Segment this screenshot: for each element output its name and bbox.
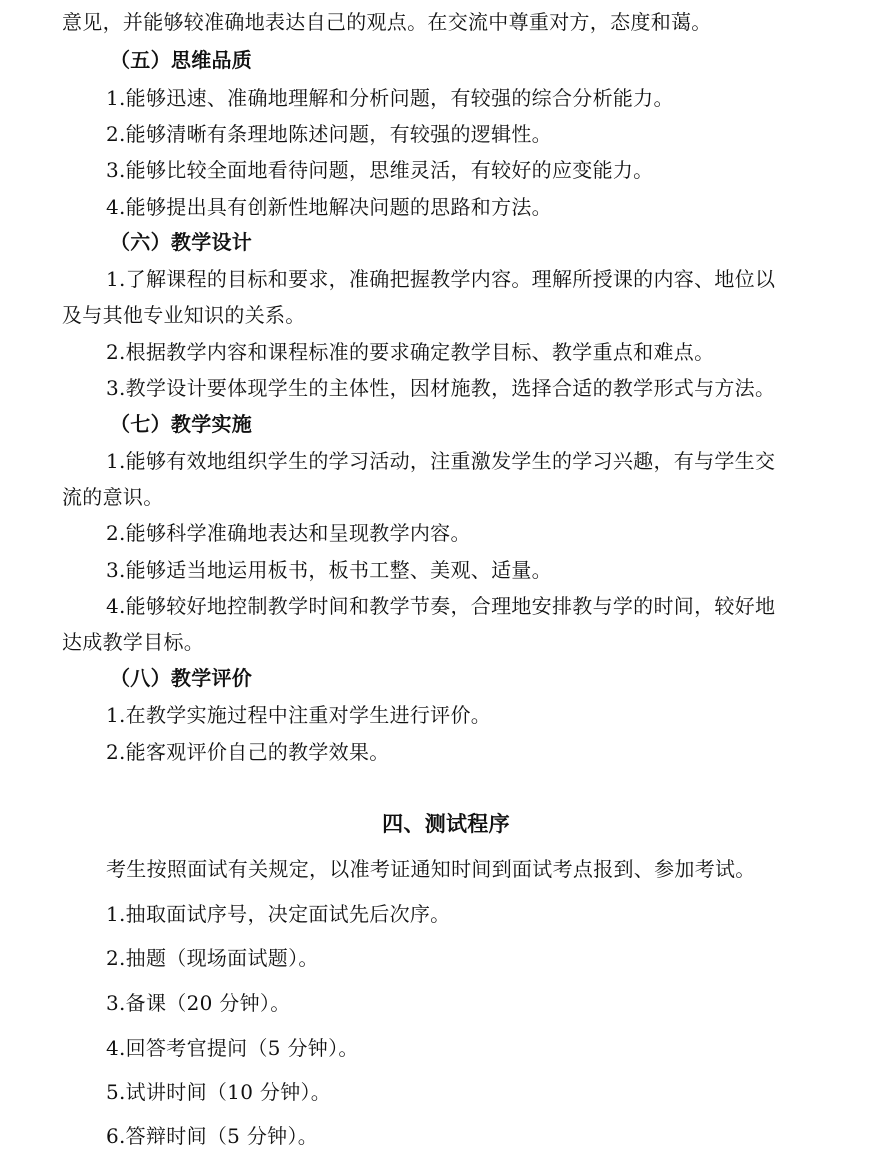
heading-teaching-design: （六）教学设计 — [110, 230, 253, 254]
paragraph-test-procedure-intro: 考生按照面试有关规定，以准考证通知时间到面试考点报到、参加考试。 — [106, 857, 756, 881]
list-item-7-4-line1: 4.能够较好地控制教学时间和教学节奏，合理地安排教与学的时间，较好地 — [106, 594, 776, 618]
list-item-5-3: 3.能够比较全面地看待问题，思维灵活，有较好的应变能力。 — [106, 158, 654, 182]
heading-teaching-evaluation: （八）教学评价 — [110, 666, 253, 690]
paragraph-intro-tail: 意见，并能够较准确地表达自己的观点。在交流中尊重对方，态度和蔼。 — [62, 10, 712, 34]
list-item-5-2: 2.能够清晰有条理地陈述问题，有较强的逻辑性。 — [106, 122, 552, 146]
procedure-step-5: 5.试讲时间（10 分钟）。 — [106, 1080, 332, 1104]
list-item-5-1: 1.能够迅速、准确地理解和分析问题，有较强的综合分析能力。 — [106, 86, 674, 110]
procedure-step-6: 6.答辩时间（5 分钟）。 — [106, 1124, 319, 1148]
procedure-step-1: 1.抽取面试序号，决定面试先后次序。 — [106, 902, 451, 926]
list-item-7-2: 2.能够科学准确地表达和呈现教学内容。 — [106, 521, 471, 545]
list-item-8-1: 1.在教学实施过程中注重对学生进行评价。 — [106, 703, 492, 727]
list-item-8-2: 2.能客观评价自己的教学效果。 — [106, 740, 390, 764]
list-item-7-3: 3.能够适当地运用板书，板书工整、美观、适量。 — [106, 558, 552, 582]
list-item-6-3: 3.教学设计要体现学生的主体性，因材施教，选择合适的教学形式与方法。 — [106, 376, 776, 400]
list-item-7-1-line1: 1.能够有效地组织学生的学习活动，注重激发学生的学习兴趣，有与学生交 — [106, 449, 776, 473]
procedure-step-4: 4.回答考官提问（5 分钟）。 — [106, 1036, 359, 1060]
procedure-step-3: 3.备课（20 分钟）。 — [106, 991, 291, 1015]
list-item-6-2: 2.根据教学内容和课程标准的要求确定教学目标、教学重点和难点。 — [106, 340, 715, 364]
list-item-7-1-line2: 流的意识。 — [62, 485, 164, 509]
procedure-step-2: 2.抽题（现场面试题）。 — [106, 946, 319, 970]
section-title-test-procedure: 四、测试程序 — [382, 812, 510, 836]
list-item-6-1-line1: 1.了解课程的目标和要求，准确把握教学内容。理解所授课的内容、地位以 — [106, 267, 776, 291]
heading-thinking-quality: （五）思维品质 — [110, 48, 253, 72]
heading-teaching-implementation: （七）教学实施 — [110, 412, 253, 436]
list-item-5-4: 4.能够提出具有创新性地解决问题的思路和方法。 — [106, 195, 552, 219]
list-item-6-1-line2: 及与其他专业知识的关系。 — [62, 303, 306, 327]
list-item-7-4-line2: 达成教学目标。 — [62, 630, 205, 654]
